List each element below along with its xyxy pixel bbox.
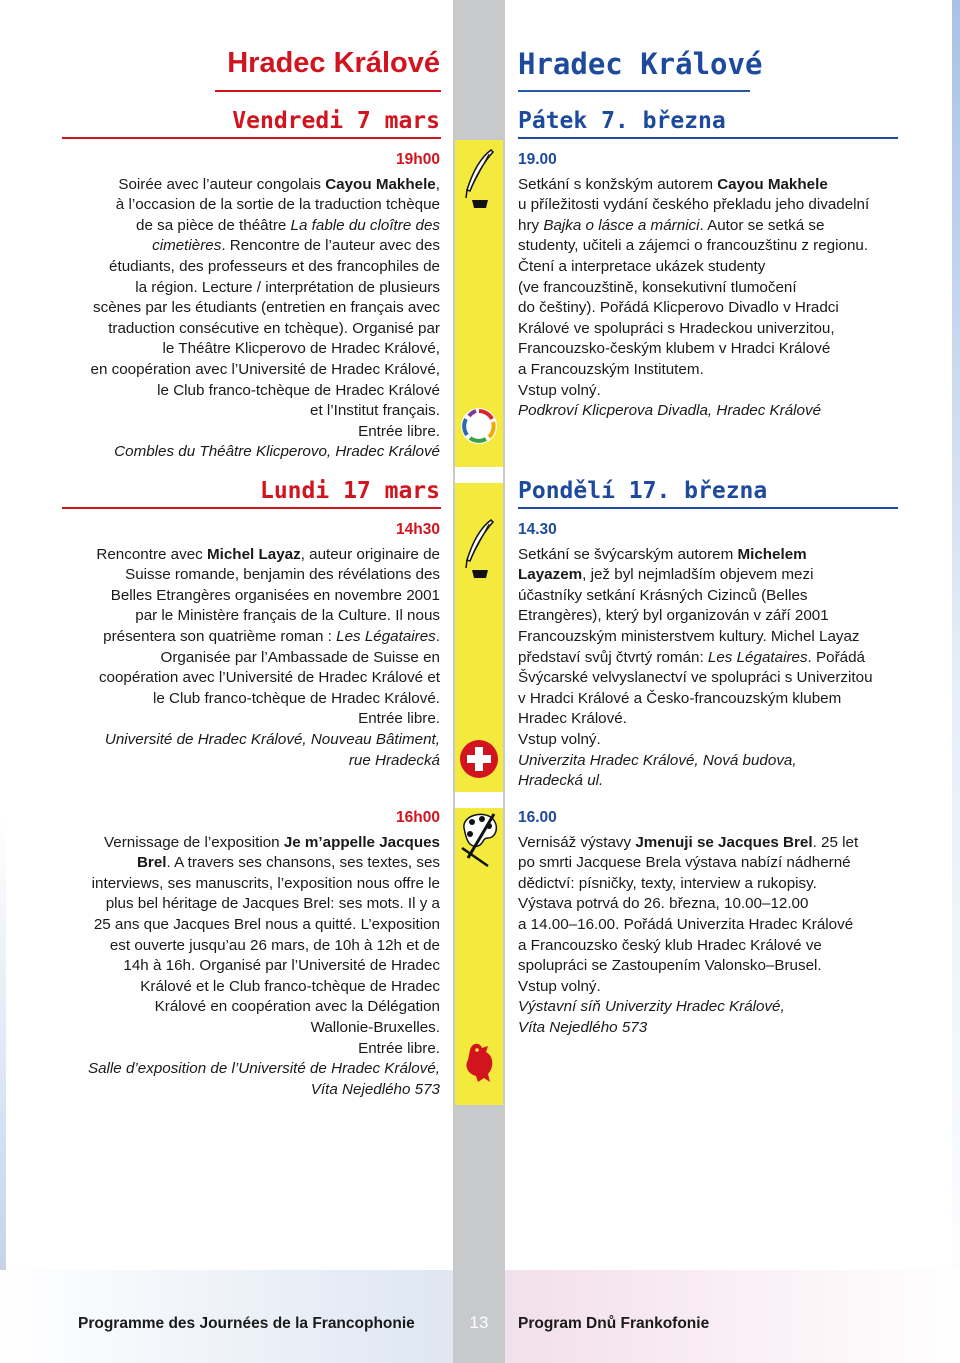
text-line: Francouzsko-českým klubem v Hradci Králové (518, 340, 831, 358)
text-line: a Francouzským Institutem. (518, 360, 704, 378)
text-line: Entrée libre. (358, 710, 440, 728)
right-edge-gradient (952, 0, 960, 1363)
event-fr (60, 808, 440, 1100)
quill-ink-icon (458, 518, 500, 580)
text-line: Švýcarské velvyslanectví ve spolupráci s Univerzitou (518, 669, 873, 687)
strip-gap (455, 467, 503, 483)
text-line: studenty, učiteli a zájemci o francouzštinu z regionu. (518, 237, 869, 255)
text-line: v Hradci Králové a Česko-francouzským klubem (518, 689, 842, 707)
text-line: rue Hradecká (348, 751, 440, 769)
day-rule-cz (518, 137, 898, 139)
day-heading-cz: Pátek 7. března (518, 108, 726, 134)
day-rule-fr (62, 137, 441, 139)
event-cz (518, 150, 898, 422)
left-edge-gradient (0, 0, 6, 1363)
text-line: et l’Institut français. (310, 402, 440, 420)
text-line: Etrangères), který byl organizován v září 2001 (518, 607, 829, 625)
day-rule-cz (518, 507, 898, 509)
day-rule-fr (62, 507, 441, 509)
text-line: Layazem, jež byl nejmladším objevem mezi (518, 566, 814, 584)
strip-gap (455, 792, 503, 808)
event-fr (60, 520, 440, 771)
text-line: Suisse romande, benjamin des révélations des (125, 566, 440, 584)
page-title-fr: Hradec Králové (227, 47, 440, 79)
text-line: le Club franco-tchèque de Hradec Králové. (152, 689, 440, 707)
text-line: Salle d’exposition de l’Université de Hradec Králové, (87, 1060, 440, 1078)
text-line: Vstup volný. (518, 977, 601, 995)
text-line: Králové ve spolupráci s Hradeckou univerzitou, (518, 319, 835, 337)
text-line: Université de Hradec Králové, Nouveau Bâtiment, (104, 730, 440, 748)
text-line: Hradecká ul. (518, 772, 604, 790)
text-line: plus bel héritage de Jacques Brel: ses mots. Il y a (105, 895, 440, 913)
text-line: coopération avec l’Université de Hradec Králové et (98, 669, 440, 687)
center-yellow-strip (455, 140, 503, 1105)
text-line: en coopération avec l’Université de Hradec Králové, (90, 360, 440, 378)
text-line: Setkání se švýcarským autorem Michelem (518, 545, 807, 563)
text-line: Králové et le Club franco-tchèque de Hradec (140, 977, 440, 995)
text-line: Víta Nejedlého 573 (310, 1080, 440, 1098)
text-line: Podkroví Klicperova Divadla, Hradec Králové (518, 402, 822, 420)
quill-ink-icon (458, 148, 500, 210)
text-line: Výstavní síň Univerzity Hradec Králové, (518, 998, 785, 1016)
event-text-fr (60, 833, 440, 1101)
event-time-cz: 19.00 (518, 151, 557, 168)
text-line: u příležitosti vydání českého překladu jeho divadelní (518, 196, 870, 214)
text-line: Vstup volný. (518, 381, 601, 399)
event-time-fr: 16h00 (396, 809, 440, 826)
text-line: Univerzita Hradec Králové, Nová budova, (518, 751, 797, 769)
text-line: Combles du Théâtre Klicperovo, Hradec Králové (114, 443, 440, 461)
text-line: étudiants, des professeurs et des francophiles de (109, 257, 440, 275)
text-line: à l’occasion de la sortie de la traduction tchèque (115, 196, 440, 214)
page-number: 13 (469, 1313, 489, 1332)
text-line: cimetières. Rencontre de l’auteur avec des (152, 237, 440, 255)
event-text-fr (60, 175, 440, 463)
event-text-cz (518, 833, 898, 1039)
text-line: par le Ministère français de la Culture. Il nous (135, 607, 440, 625)
text-line: interviews, ses manuscrits, l’exposition nous offre le (91, 874, 440, 892)
event-cz (518, 808, 898, 1039)
text-line: de sa pièce de théâtre La fable du cloître des (136, 216, 440, 234)
text-line: Čtení a interpretace ukázek studenty (518, 257, 766, 275)
text-line: Hradec Králové. (518, 710, 627, 728)
event-text-cz (518, 545, 898, 792)
event-fr (60, 150, 440, 463)
text-line: Francouzským ministerstvem kultury. Michel Layaz (518, 627, 860, 645)
text-line: Rencontre avec Michel Layaz, auteur originaire de (96, 545, 440, 563)
text-line: Belles Etrangères organisées en novembre 2001 (110, 586, 440, 604)
text-line: 25 ans que Jacques Brel nous a quitté. L’exposition (93, 915, 440, 933)
text-line: Soirée avec l’auteur congolais Cayou Makhele, (118, 175, 440, 193)
event-text-fr (60, 545, 440, 772)
text-line: a Francouzsko český klub Hradec Králové ve (518, 936, 822, 954)
text-line: le Théâtre Klicperovo de Hradec Králové, (162, 340, 440, 358)
text-line: do češtiny). Pořádá Klicperovo Divadlo v Hradci (518, 299, 839, 317)
text-line: Vernisáž výstavy Jmenuji se Jacques Brel. 25 let (518, 833, 859, 851)
text-line: Brel. A travers ses chansons, ses textes, ses (136, 854, 440, 872)
day-heading-cz: Pondělí 17. března (518, 478, 768, 504)
text-line: spolupráci se Zastoupením Valonsko–Brusel. (518, 957, 822, 975)
event-time-cz: 16.00 (518, 809, 557, 826)
text-line: Wallonie-Bruxelles. (310, 1018, 440, 1036)
text-line: scènes par les étudiants (entretien en français avec (93, 299, 440, 317)
page-title-cz: Hradec Králové (518, 47, 763, 81)
text-line: le Club franco-tchèque de Hradec Králové (157, 381, 440, 399)
event-time-fr: 19h00 (396, 151, 440, 168)
event-time-fr: 14h30 (396, 521, 440, 538)
text-line: traduction consécutive en tchèque). Organisé par (108, 319, 440, 337)
day-heading-fr: Lundi 17 mars (259, 478, 440, 504)
text-line: est ouverte jusqu’au 26 mars, de 10h à 12h et de (109, 936, 440, 954)
francophonie-logo-icon (458, 405, 500, 447)
text-line: Entrée libre. (358, 1039, 440, 1057)
text-line: hry Bajka o lásce a márnici. Autor se setká se (518, 216, 825, 234)
text-line: Vstup volný. (518, 730, 601, 748)
footer-title-cz: Program Dnů Frankofonie (518, 1315, 710, 1332)
text-line: účastníky setkání Krásných Cizinců (Belles (518, 586, 808, 604)
wallonia-rooster-icon (458, 1038, 500, 1086)
title-rule-fr (215, 90, 441, 92)
footer-title-fr: Programme des Journées de la Francophonie (78, 1315, 415, 1332)
event-text-cz (518, 175, 898, 422)
text-line: Králové en coopération avec la Délégation (154, 998, 440, 1016)
text-line: Setkání s konžským autorem Cayou Makhele (518, 175, 828, 193)
text-line: a 14.00–16.00. Pořádá Univerzita Hradec Králové (518, 915, 854, 933)
palette-brush-icon (458, 808, 500, 870)
text-line: Entrée libre. (358, 422, 440, 440)
swiss-cross-icon (458, 738, 500, 780)
text-line: dědictví: písničky, texty, interview a rukopisy. (518, 874, 817, 892)
text-line: Výstava potrvá do 26. března, 10.00–12.00 (518, 895, 809, 913)
text-line: po smrti Jacquese Brela výstava nabízí nádherné (518, 854, 851, 872)
day-heading-fr: Vendredi 7 mars (232, 108, 440, 134)
text-line: Vernissage de l’exposition Je m’appelle Jacques (103, 833, 440, 851)
event-time-cz: 14.30 (518, 521, 557, 538)
text-line: Víta Nejedlého 573 (518, 1018, 648, 1036)
text-line: présentera son quatrième roman : Les Légataires. (103, 627, 440, 645)
title-rule-cz (518, 90, 750, 92)
text-line: Organisée par l’Ambassade de Suisse en (160, 648, 440, 666)
text-line: (ve francouzštině, konsekutivní tlumočení (518, 278, 797, 296)
text-line: la région. Lecture / interprétation de plusieurs (135, 278, 440, 296)
event-cz (518, 520, 898, 792)
text-line: představí svůj čtvrtý román: Les Légataires. Pořádá (518, 648, 865, 666)
text-line: 14h à 16h. Organisé par l’Université de Hradec (123, 957, 440, 975)
